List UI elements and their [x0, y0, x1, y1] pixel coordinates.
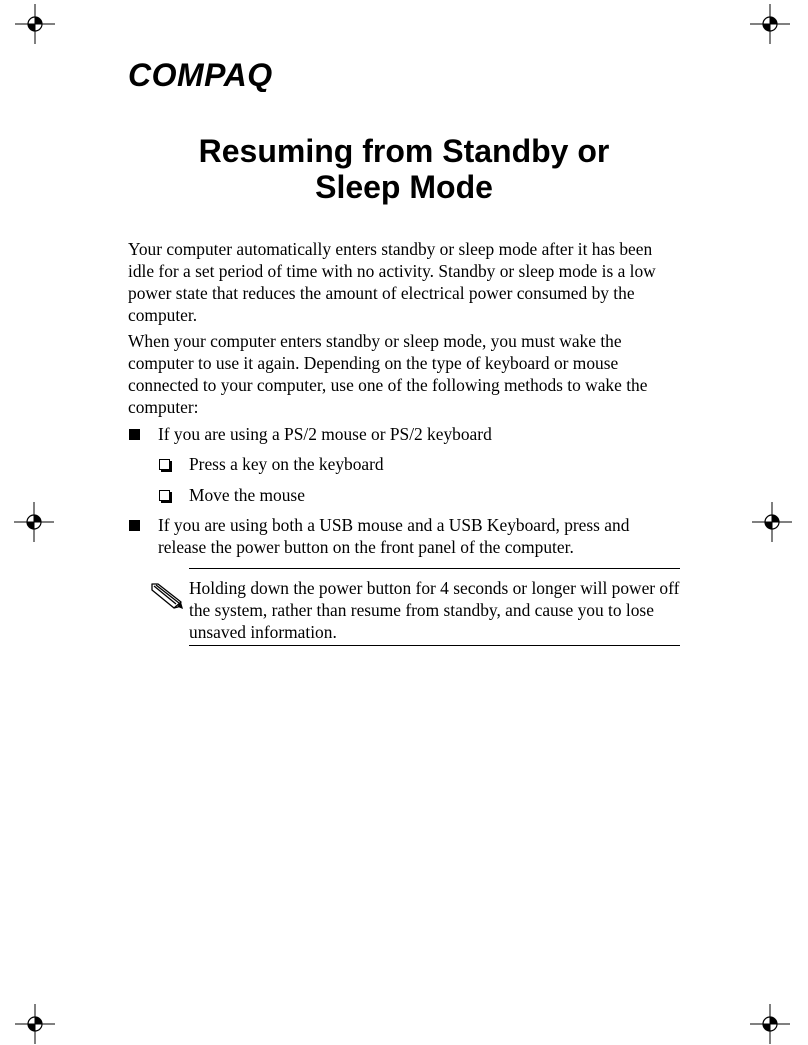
checkbox-bullet-icon — [159, 459, 170, 470]
wake-paragraph: When your computer enters standby or sleep mode, you must wake the computer to use it again. Depending on the type of keyboard or mouse connected to your computer, use one of the following methods to wake the computer: — [128, 331, 648, 417]
bullet-ps2: If you are using a PS/2 mouse or PS/2 keyboard — [158, 424, 492, 444]
title-line-1: Resuming from Standby or — [198, 133, 610, 169]
registration-mark-icon — [750, 4, 790, 44]
note-top-rule — [189, 568, 680, 569]
title-line-2: Sleep Mode — [315, 169, 493, 205]
note-text: Holding down the power button for 4 seconds or longer will power off the system, rather than resume from standby, and cause you to lose unsaved information. — [189, 578, 680, 642]
registration-mark-icon — [15, 1004, 55, 1044]
pencil-icon — [148, 582, 184, 610]
page-title — [0, 133, 808, 205]
checkbox-bullet-icon — [159, 490, 170, 501]
logo-text: COMPAQ — [128, 57, 273, 92]
square-bullet-icon — [129, 520, 140, 531]
intro-paragraph: Your computer automatically enters standby or sleep mode after it has been idle for a set period of time with no activity. Standby or sleep mode is a low power state that reduces the amount of electrical power consumed by the computer. — [128, 239, 656, 325]
registration-mark-icon — [750, 1004, 790, 1044]
note-bottom-rule — [189, 645, 680, 646]
compaq-logo — [126, 56, 308, 92]
square-bullet-icon — [129, 429, 140, 440]
bullet-usb: If you are using both a USB mouse and a USB Keyboard, press and release the power button on the front panel of the computer. — [158, 515, 630, 557]
registration-mark-icon — [752, 502, 792, 542]
subitem-move-mouse: Move the mouse — [189, 485, 305, 505]
registration-mark-icon — [15, 4, 55, 44]
subitem-press-key: Press a key on the keyboard — [189, 454, 384, 474]
registration-mark-icon — [14, 502, 54, 542]
